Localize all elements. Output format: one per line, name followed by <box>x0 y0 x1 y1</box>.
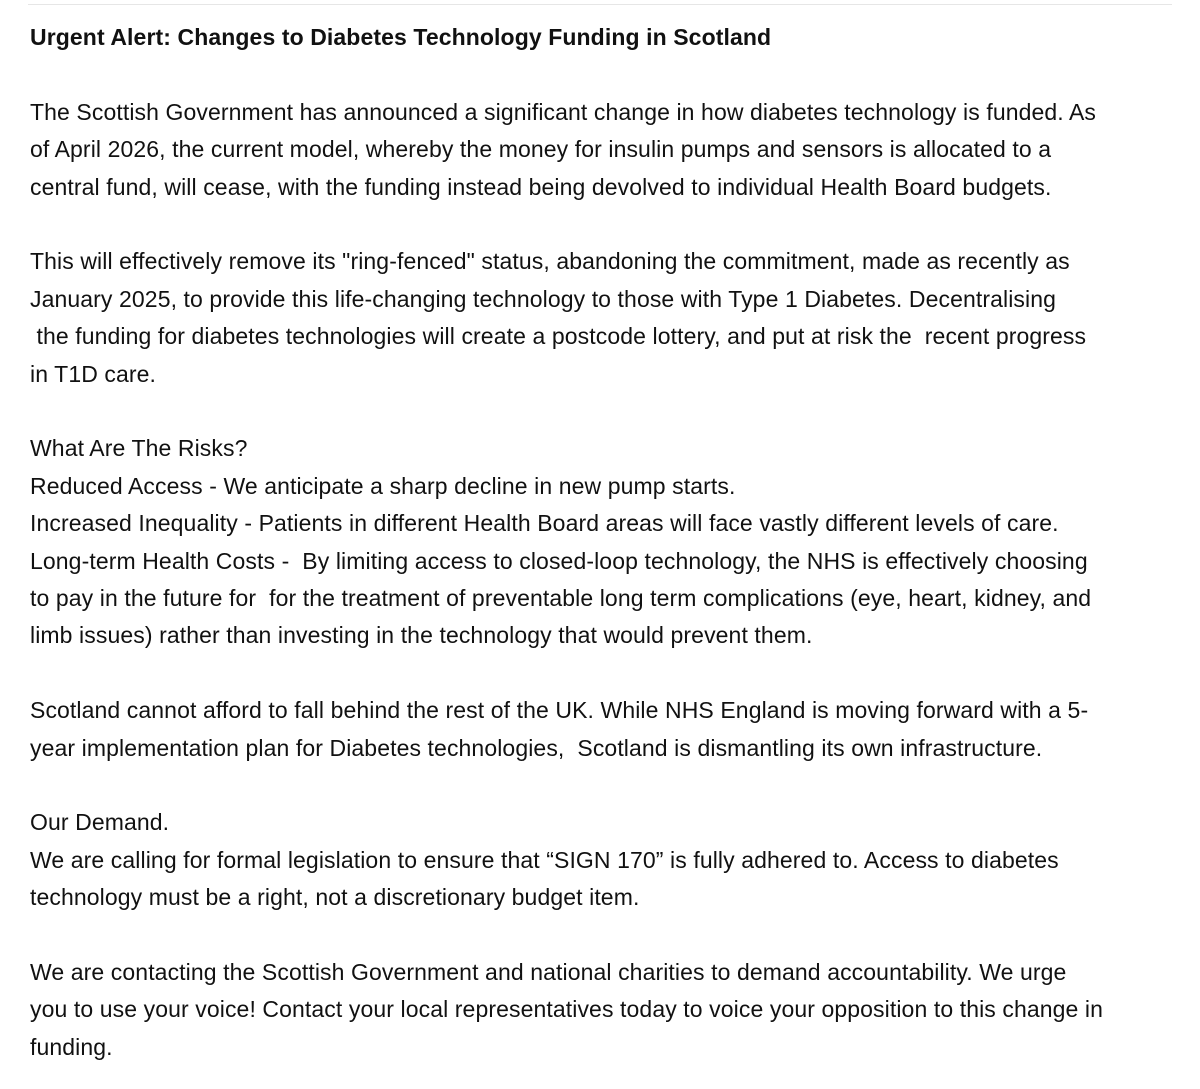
demand-line: We are calling for formal legislation to ensure that “SIGN 170” is fully adhered to. Access to diabetes <box>30 846 1059 873</box>
paragraph-uk-comparison <box>30 692 1180 767</box>
paragraph-line: year implementation plan for Diabetes technologies, Scotland is dismantling its own infrastructure. <box>30 734 1043 761</box>
paragraph-call-to-action <box>30 954 1180 1066</box>
risk-item-long-term-costs: Long-term Health Costs - By limiting access to closed-loop technology, the NHS is effectively choosing <box>30 547 1088 574</box>
risk-item-long-term-costs-cont: limb issues) rather than investing in the technology that would prevent them. <box>30 622 813 649</box>
paragraph-line: the funding for diabetes technologies will create a postcode lottery, and put at risk the recent progress <box>30 323 1087 350</box>
paragraph-line: central fund, will cease, with the funding instead being devolved to individual Health Board budgets. <box>30 173 1052 200</box>
demand-line: technology must be a right, not a discretionary budget item. <box>30 884 640 911</box>
risks-heading: What Are The Risks? <box>30 435 248 462</box>
paragraph-line: in T1D care. <box>30 360 157 387</box>
paragraph-line: of April 2026, the current model, whereby the money for insulin pumps and sensors is allocated to a <box>30 136 1052 163</box>
spacer <box>30 767 1180 804</box>
spacer <box>30 917 1180 954</box>
document-body <box>30 19 1180 1066</box>
demand-section <box>30 804 1180 916</box>
title-text: Urgent Alert: Changes to Diabetes Technology Funding in Scotland <box>30 24 772 50</box>
paragraph-line: January 2025, to provide this life-changing technology to those with Type 1 Diabetes. Decentralising <box>30 285 1057 312</box>
risk-item-reduced-access: Reduced Access - We anticipate a sharp decline in new pump starts. <box>30 472 736 499</box>
paragraph-line: This will effectively remove its "ring-fenced" status, abandoning the commitment, made as recently as <box>30 248 1070 275</box>
spacer <box>30 56 1180 93</box>
spacer <box>30 655 1180 692</box>
spacer <box>30 393 1180 430</box>
paragraph-line: Scotland cannot afford to fall behind the rest of the UK. While NHS England is moving forward with a 5- <box>30 697 1089 724</box>
paragraph-line: We are contacting the Scottish Government and national charities to demand accountability. We urge <box>30 959 1067 986</box>
paragraph-line: you to use your voice! Contact your local representatives today to voice your opposition to this change in <box>30 996 1104 1023</box>
paragraph-funding-change <box>30 94 1180 206</box>
risks-section <box>30 430 1180 654</box>
paragraph-line: funding. <box>30 1033 113 1060</box>
risk-item-long-term-costs-cont: to pay in the future for for the treatment of preventable long term complications (eye, heart, kidney, and <box>30 585 1092 612</box>
demand-heading: Our Demand. <box>30 809 170 836</box>
risk-item-increased-inequality: Increased Inequality - Patients in different Health Board areas will face vastly different levels of care. <box>30 510 1059 537</box>
top-divider <box>28 4 1172 5</box>
spacer <box>30 206 1180 243</box>
alert-title <box>30 19 1180 56</box>
paragraph-line: The Scottish Government has announced a significant change in how diabetes technology is funded. As <box>30 98 1097 125</box>
paragraph-ring-fenced <box>30 243 1180 393</box>
